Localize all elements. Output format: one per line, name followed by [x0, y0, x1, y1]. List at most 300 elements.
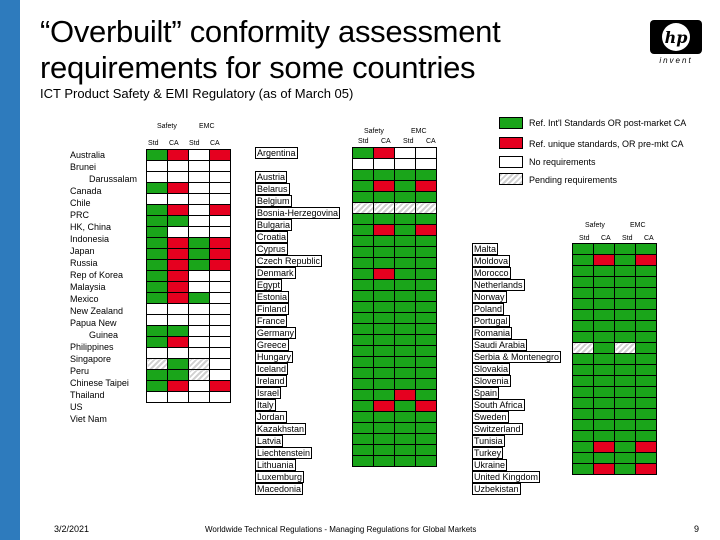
- legend-swatch-green: [499, 117, 523, 129]
- legend-swatch-red: [499, 137, 523, 149]
- emc-ca-cell: [636, 288, 657, 299]
- table-row: [147, 282, 231, 293]
- emc-ca-cell: [416, 170, 437, 181]
- safety-std-cell: [353, 148, 374, 159]
- emc-std-cell: [395, 401, 416, 412]
- emc-ca-cell: [416, 390, 437, 401]
- country-name: Brunei: [70, 162, 97, 172]
- emc-std-cell: [615, 288, 636, 299]
- safety-ca-cell: [168, 227, 189, 238]
- europe1-requirements-grid: [352, 147, 437, 467]
- table-row: [353, 170, 437, 181]
- table-row: [353, 390, 437, 401]
- country-name: Serbia & Montenegro: [474, 352, 560, 362]
- country-name: Macedonia: [257, 484, 302, 494]
- safety-std-cell: [353, 368, 374, 379]
- table-row: [147, 348, 231, 359]
- safety-std-cell: [353, 203, 374, 214]
- table-row: [353, 456, 437, 467]
- country-name: Jordan: [257, 412, 285, 422]
- safety-ca-cell: [594, 343, 615, 354]
- safety-std-cell: [147, 315, 168, 326]
- emc-std-cell: [615, 255, 636, 266]
- safety-ca-cell: [168, 359, 189, 370]
- country-name: Peru: [70, 366, 90, 376]
- emc-ca-cell: [416, 368, 437, 379]
- emc-std-cell: [615, 387, 636, 398]
- europe2-emc-header: EMC: [630, 222, 646, 229]
- table-row: [353, 346, 437, 357]
- safety-std-cell: [573, 442, 594, 453]
- safety-std-cell: [147, 205, 168, 216]
- emc-ca-cell: [210, 183, 231, 194]
- table-row: [353, 269, 437, 280]
- safety-std-cell: [573, 453, 594, 464]
- safety-std-cell: [147, 172, 168, 183]
- emc-std-cell: [615, 332, 636, 343]
- table-row: [147, 249, 231, 260]
- emc-std-cell: [395, 423, 416, 434]
- europe1-country-list: [255, 147, 340, 495]
- country-name: Moldova: [474, 256, 509, 266]
- emc-ca-cell: [416, 192, 437, 203]
- table-row: [353, 324, 437, 335]
- emc-ca-cell: [416, 159, 437, 170]
- footer-text: Worldwide Technical Regulations - Managing Regulations for Global Markets: [205, 525, 477, 534]
- emc-std-cell: [189, 216, 210, 227]
- emc-ca-cell: [210, 161, 231, 172]
- emc-ca-cell: [210, 381, 231, 392]
- country-name: Belgium: [257, 196, 290, 206]
- safety-std-cell: [573, 398, 594, 409]
- country-name: Argentina: [257, 148, 296, 158]
- table-row: [573, 299, 657, 310]
- country-name: Malta: [474, 244, 497, 254]
- safety-std-cell: [147, 260, 168, 271]
- table-row: [147, 194, 231, 205]
- emc-ca-cell: [210, 271, 231, 282]
- safety-std-cell: [353, 401, 374, 412]
- safety-ca-cell: [168, 348, 189, 359]
- country-name: Liechtenstein: [257, 448, 311, 458]
- emc-ca-cell: [636, 442, 657, 453]
- safety-ca-cell: [374, 324, 395, 335]
- safety-std-cell: [147, 161, 168, 172]
- country-name: Hungary: [257, 352, 292, 362]
- country-name: France: [257, 316, 286, 326]
- safety-ca-cell: [168, 381, 189, 392]
- emc-ca-cell: [416, 280, 437, 291]
- emc-ca-cell: [636, 299, 657, 310]
- emc-ca-cell: [636, 266, 657, 277]
- emc-std-cell: [189, 359, 210, 370]
- country-name: Australia: [70, 150, 106, 160]
- emc-ca-cell: [210, 326, 231, 337]
- country-name: Czech Republic: [257, 256, 321, 266]
- emc-std-cell: [395, 335, 416, 346]
- table-row: [573, 288, 657, 299]
- safety-std-cell: [147, 337, 168, 348]
- emc-ca-cell: [636, 354, 657, 365]
- country-name: Morocco: [474, 268, 509, 278]
- safety-std-cell: [147, 293, 168, 304]
- country-name: Canada: [70, 186, 102, 196]
- safety-std-cell: [353, 302, 374, 313]
- safety-ca-cell: [374, 214, 395, 225]
- table-row: [147, 183, 231, 194]
- emc-std-cell: [189, 282, 210, 293]
- europe2-safety-std-header: Std: [579, 235, 590, 242]
- emc-ca-cell: [210, 392, 231, 403]
- table-row: [573, 464, 657, 475]
- country-name: Romania: [474, 328, 511, 338]
- safety-std-cell: [353, 335, 374, 346]
- emc-std-cell: [189, 348, 210, 359]
- emc-ca-cell: [210, 293, 231, 304]
- safety-ca-cell: [168, 150, 189, 161]
- safety-std-cell: [147, 392, 168, 403]
- emc-std-cell: [615, 398, 636, 409]
- safety-ca-cell: [594, 453, 615, 464]
- emc-ca-cell: [636, 255, 657, 266]
- emc-ca-cell: [210, 260, 231, 271]
- safety-ca-cell: [168, 271, 189, 282]
- emc-std-cell: [615, 244, 636, 255]
- safety-std-cell: [573, 277, 594, 288]
- safety-std-cell: [353, 192, 374, 203]
- emc-ca-cell: [210, 172, 231, 183]
- table-row: [573, 244, 657, 255]
- safety-ca-cell: [374, 192, 395, 203]
- country-name: Slovenia: [474, 376, 509, 386]
- emc-ca-cell: [636, 343, 657, 354]
- country-name: Netherlands: [474, 280, 523, 290]
- safety-std-cell: [147, 216, 168, 227]
- europe1-safety-header: Safety: [364, 128, 384, 135]
- safety-ca-cell: [168, 315, 189, 326]
- safety-std-cell: [353, 258, 374, 269]
- emc-ca-cell: [636, 332, 657, 343]
- safety-ca-cell: [168, 370, 189, 381]
- safety-std-cell: [573, 464, 594, 475]
- europe1-safety-std-header: Std: [358, 138, 369, 145]
- emc-std-cell: [189, 260, 210, 271]
- table-row: [353, 247, 437, 258]
- emc-ca-cell: [210, 370, 231, 381]
- country-name: Croatia: [257, 232, 287, 242]
- europe2-requirements-grid: [572, 243, 657, 475]
- safety-std-cell: [353, 357, 374, 368]
- country-name: Thailand: [70, 390, 105, 400]
- safety-std-cell: [147, 183, 168, 194]
- emc-std-cell: [189, 392, 210, 403]
- europe2-emc-std-header: Std: [622, 235, 633, 242]
- safety-std-cell: [573, 365, 594, 376]
- emc-ca-cell: [636, 453, 657, 464]
- emc-ca-cell: [416, 346, 437, 357]
- table-row: [573, 343, 657, 354]
- safety-std-cell: [147, 348, 168, 359]
- asia-safety-std-header: Std: [148, 140, 159, 147]
- emc-std-cell: [395, 324, 416, 335]
- safety-std-cell: [353, 159, 374, 170]
- table-row: [353, 412, 437, 423]
- europe1-safety-ca-header: CA: [381, 138, 391, 145]
- table-row: [147, 326, 231, 337]
- europe2-safety-header: Safety: [585, 222, 605, 229]
- safety-ca-cell: [594, 354, 615, 365]
- safety-ca-cell: [374, 434, 395, 445]
- country-name: Kazakhstan: [257, 424, 305, 434]
- table-row: [353, 434, 437, 445]
- safety-ca-cell: [168, 238, 189, 249]
- safety-std-cell: [573, 321, 594, 332]
- emc-std-cell: [395, 192, 416, 203]
- table-row: [353, 379, 437, 390]
- safety-std-cell: [353, 346, 374, 357]
- emc-std-cell: [395, 269, 416, 280]
- country-name: Greece: [257, 340, 287, 350]
- country-name: Austria: [257, 172, 286, 182]
- asia-safety-ca-header: CA: [169, 140, 179, 147]
- emc-ca-cell: [210, 150, 231, 161]
- emc-std-cell: [189, 205, 210, 216]
- table-row: [147, 260, 231, 271]
- emc-ca-cell: [416, 423, 437, 434]
- safety-std-cell: [353, 313, 374, 324]
- safety-std-cell: [147, 271, 168, 282]
- emc-std-cell: [395, 445, 416, 456]
- table-row: [147, 337, 231, 348]
- country-name: Turkey: [474, 448, 502, 458]
- safety-ca-cell: [374, 423, 395, 434]
- country-name: Cyprus: [257, 244, 286, 254]
- table-row: [573, 398, 657, 409]
- asia-requirements-grid: [146, 149, 231, 403]
- table-row: [147, 293, 231, 304]
- emc-ca-cell: [416, 214, 437, 225]
- safety-std-cell: [573, 354, 594, 365]
- safety-std-cell: [573, 376, 594, 387]
- emc-ca-cell: [210, 315, 231, 326]
- safety-std-cell: [353, 236, 374, 247]
- country-name: Indonesia: [70, 234, 110, 244]
- table-row: [353, 192, 437, 203]
- country-name: Saudi Arabia: [474, 340, 526, 350]
- emc-std-cell: [395, 236, 416, 247]
- table-row: [573, 376, 657, 387]
- europe2-safety-ca-header: CA: [601, 235, 611, 242]
- table-row: [353, 225, 437, 236]
- emc-std-cell: [189, 370, 210, 381]
- emc-std-cell: [615, 442, 636, 453]
- country-name: US: [70, 402, 83, 412]
- emc-std-cell: [189, 293, 210, 304]
- table-row: [573, 277, 657, 288]
- emc-ca-cell: [210, 194, 231, 205]
- table-row: [147, 370, 231, 381]
- safety-ca-cell: [374, 236, 395, 247]
- legend-label-pending: Pending requirements: [529, 175, 618, 185]
- emc-std-cell: [615, 277, 636, 288]
- legend-swatch-white: [499, 156, 523, 168]
- emc-std-cell: [189, 381, 210, 392]
- country-name: [255, 159, 340, 171]
- safety-ca-cell: [594, 255, 615, 266]
- emc-ca-cell: [416, 269, 437, 280]
- safety-ca-cell: [374, 346, 395, 357]
- table-row: [147, 271, 231, 282]
- country-name: Israel: [257, 388, 280, 398]
- emc-ca-cell: [210, 238, 231, 249]
- country-name: Darussalam: [89, 174, 138, 184]
- emc-std-cell: [189, 249, 210, 260]
- safety-std-cell: [147, 150, 168, 161]
- emc-std-cell: [615, 343, 636, 354]
- safety-ca-cell: [594, 310, 615, 321]
- emc-std-cell: [395, 181, 416, 192]
- country-name: Luxemburg: [257, 472, 303, 482]
- safety-ca-cell: [374, 291, 395, 302]
- safety-std-cell: [353, 412, 374, 423]
- emc-std-cell: [615, 453, 636, 464]
- safety-ca-cell: [594, 277, 615, 288]
- europe2-emc-ca-header: CA: [644, 235, 654, 242]
- table-row: [353, 291, 437, 302]
- country-name: Uzbekistan: [474, 484, 519, 494]
- safety-std-cell: [573, 343, 594, 354]
- country-name: Papua New: [70, 318, 117, 328]
- emc-std-cell: [615, 376, 636, 387]
- emc-ca-cell: [636, 420, 657, 431]
- emc-ca-cell: [416, 412, 437, 423]
- table-row: [353, 368, 437, 379]
- safety-ca-cell: [594, 464, 615, 475]
- safety-std-cell: [573, 387, 594, 398]
- emc-std-cell: [395, 456, 416, 467]
- safety-ca-cell: [374, 170, 395, 181]
- emc-ca-cell: [210, 249, 231, 260]
- safety-std-cell: [353, 214, 374, 225]
- country-name: Tunisia: [474, 436, 503, 446]
- table-row: [147, 304, 231, 315]
- safety-std-cell: [147, 381, 168, 392]
- safety-ca-cell: [374, 390, 395, 401]
- country-name: Belarus: [257, 184, 288, 194]
- table-row: [353, 401, 437, 412]
- emc-ca-cell: [636, 376, 657, 387]
- footer-date: 3/2/2021: [54, 524, 90, 534]
- safety-ca-cell: [374, 302, 395, 313]
- safety-ca-cell: [168, 337, 189, 348]
- table-row: [353, 203, 437, 214]
- left-accent-bar: [0, 0, 20, 540]
- safety-ca-cell: [374, 181, 395, 192]
- country-name: Bosnia-Herzegovina: [257, 208, 339, 218]
- safety-ca-cell: [168, 260, 189, 271]
- table-row: [353, 313, 437, 324]
- asia-emc-ca-header: CA: [210, 140, 220, 147]
- country-name: Portugal: [474, 316, 508, 326]
- safety-ca-cell: [168, 282, 189, 293]
- safety-ca-cell: [168, 326, 189, 337]
- country-name: Sweden: [474, 412, 507, 422]
- emc-ca-cell: [636, 398, 657, 409]
- emc-std-cell: [189, 315, 210, 326]
- emc-ca-cell: [210, 337, 231, 348]
- emc-std-cell: [395, 302, 416, 313]
- country-name: Viet Nam: [70, 414, 107, 424]
- emc-std-cell: [395, 368, 416, 379]
- safety-ca-cell: [168, 392, 189, 403]
- table-row: [353, 302, 437, 313]
- table-row: [147, 315, 231, 326]
- safety-std-cell: [573, 409, 594, 420]
- country-name: Italy: [257, 400, 274, 410]
- emc-ca-cell: [636, 321, 657, 332]
- country-name: Malaysia: [70, 282, 106, 292]
- emc-ca-cell: [636, 277, 657, 288]
- country-name: Guinea: [89, 330, 119, 340]
- safety-ca-cell: [374, 280, 395, 291]
- safety-std-cell: [147, 326, 168, 337]
- safety-ca-cell: [594, 266, 615, 277]
- emc-std-cell: [615, 310, 636, 321]
- safety-ca-cell: [594, 376, 615, 387]
- emc-std-cell: [189, 271, 210, 282]
- safety-ca-cell: [374, 247, 395, 258]
- asia-country-list: [70, 149, 137, 425]
- safety-ca-cell: [374, 159, 395, 170]
- europe1-emc-ca-header: CA: [426, 138, 436, 145]
- emc-std-cell: [395, 357, 416, 368]
- emc-ca-cell: [210, 359, 231, 370]
- table-row: [573, 321, 657, 332]
- table-row: [573, 409, 657, 420]
- emc-std-cell: [615, 409, 636, 420]
- table-row: [573, 266, 657, 277]
- legend-label-white: No requirements: [529, 157, 596, 167]
- table-row: [353, 236, 437, 247]
- safety-std-cell: [147, 238, 168, 249]
- country-name: Ukraine: [474, 460, 506, 470]
- country-name: Lithuania: [257, 460, 294, 470]
- hp-logo: [650, 20, 702, 54]
- emc-std-cell: [189, 337, 210, 348]
- country-name: Rep of Korea: [70, 270, 124, 280]
- emc-std-cell: [395, 280, 416, 291]
- table-row: [573, 387, 657, 398]
- safety-std-cell: [147, 304, 168, 315]
- safety-ca-cell: [594, 387, 615, 398]
- emc-std-cell: [395, 434, 416, 445]
- asia-emc-std-header: Std: [189, 140, 200, 147]
- table-row: [147, 161, 231, 172]
- safety-std-cell: [147, 282, 168, 293]
- hp-logo-tagline: invent: [659, 56, 693, 65]
- emc-std-cell: [189, 326, 210, 337]
- safety-std-cell: [353, 423, 374, 434]
- emc-ca-cell: [636, 365, 657, 376]
- safety-std-cell: [353, 269, 374, 280]
- emc-std-cell: [189, 161, 210, 172]
- emc-ca-cell: [416, 247, 437, 258]
- safety-std-cell: [353, 247, 374, 258]
- emc-std-cell: [395, 225, 416, 236]
- table-row: [147, 172, 231, 183]
- safety-ca-cell: [594, 409, 615, 420]
- safety-ca-cell: [594, 365, 615, 376]
